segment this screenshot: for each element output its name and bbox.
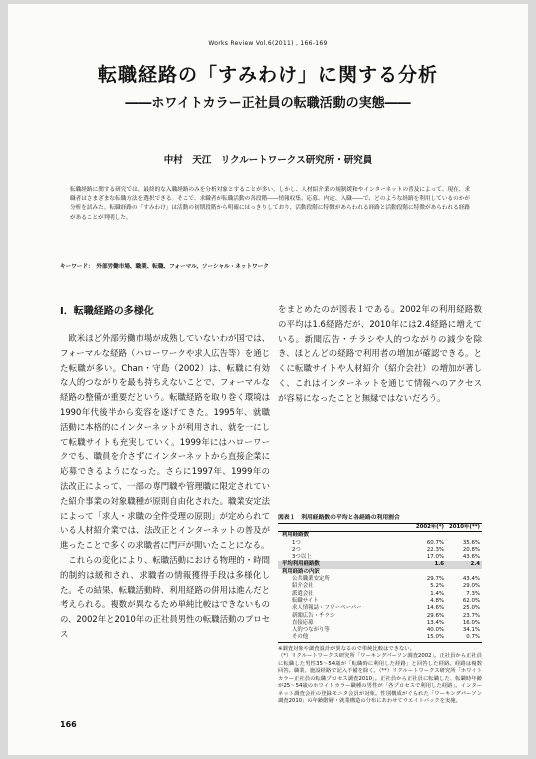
value-2002: 5.2%: [430, 583, 444, 590]
table-note: ※調査対象や調査設計が異なるので単純比較はできない。: [278, 645, 415, 652]
table-note: （*）リクルートワークス研究所「ワーキングパーソン調査2002」。正社員から正社員に転職した男性35〜54歳が「転職時に利用した経路」と回答した経路。経路は複数回答。職業、施設経路で記入不備を除く。（**）リクルートワークス研究所「ホワイトカラー正社員の転職プロセス調査2010」。正社員から正社員に転職した、転職時年齢が25〜54歳のホワイトカラー職種の男性が「各プロセスで利用した経路」。インターネット調査会社の登録モニタ会員が対象。性別構成がぐられた「ワーキングパーソン調査2010」の年齢階層・就業構造の分布にあわせてウエイトバックを実施。: [278, 653, 482, 705]
row-label: その他: [278, 634, 410, 642]
section-body-continued: [278, 302, 482, 406]
value-2002: 1.6: [410, 561, 446, 568]
table-row: [278, 591, 482, 598]
value-2002: [410, 569, 446, 576]
left-column: [60, 302, 270, 642]
value-2010: 62.0%: [462, 597, 480, 604]
paragraph: 欧米ほど外部労働市場が成熟していないわが国では、フォーマルな経路（ハローワークや求人広告等）を通じた転職が多い。Chan・守島（2002）は、転職に有効な人的つながりを最も持ちえないことで、フォーマルな経路の整備が重要だという。転職経路を取り巻く環境は1990年代後半から変容を遂げてきた。1995年、就職活動に本格的にインターネットが利用され、就を一にして転職サイトも充実していく。1999年にはハローワークでも、職員を介さずにインターネットから直接企業に応募できるようになった。さらに1997年、1999年の法改正によって、一部の専門職や管理職に限定されていた紹介事業の対象職種が原則自由化された。職業安定法によって「求人・求職の全件受理の原則」が定められている人材紹介業では、法改正とインターネットの普及が進ったことで多くの求職者に門戸が開いたことになる。: [60, 333, 270, 551]
value-2010: 35.6%: [462, 539, 480, 546]
journal-header: Works Review Vol.6(2011) , 166-169: [208, 40, 328, 47]
section-body: [60, 331, 270, 642]
value-2002: 29.6%: [426, 612, 444, 619]
row-label: 派遣会社: [292, 590, 314, 597]
row-label: 平均利用経路数: [278, 561, 410, 568]
value-2002: 17.0%: [426, 554, 444, 561]
keywords: キーワード： 外部労働市場、職業、転職、フォーマル、ソーシャル・ネットワーク: [60, 264, 269, 270]
value-2002: [410, 532, 446, 540]
table-row: [278, 605, 482, 612]
value-2002: 40.0%: [426, 627, 444, 634]
value-2010: 43.4%: [462, 576, 480, 583]
paragraph: これらの変化により、転職活動における物理的・時間的制約は緩和され、求職者の情報獲得手段は多様化した。その結果、転職活動時、利用経路の併用は進んだと考えられる。複数が異なるため単純比較はできないものの、2002年と2010年の正社員男性の転職活動のプロセス: [60, 554, 270, 639]
paper-title: 転職経路の「すみわけ」に関する分析: [97, 64, 438, 86]
row-label: 2つ: [292, 546, 301, 553]
page-number: 166: [60, 720, 77, 729]
value-2010: 0.7%: [446, 634, 482, 642]
author-line: 中村 天江 リクルートワークス研究所・研究員: [163, 155, 373, 166]
row-label: 転職サイト: [292, 597, 319, 604]
data-table: [278, 523, 482, 643]
value-2010: 16.0%: [462, 619, 480, 626]
figure-table-1: [278, 512, 482, 706]
row-label: 利用経路数: [282, 532, 309, 539]
value-2002: 15.0%: [410, 634, 446, 642]
paragraph: をまとめたのが図表１である。2002年の利用経路数の平均は1.6経路だが、2010年には2.4経路に増えている。新聞広告・チラシや人的つながりの減少を除き、ほとんどの経路で利用者の増加が確認できる。とくに転職サイトや人材紹介（紹介会社）の増加が著しく、これはインターネットを通じて情報へのアクセスが容易になったことと無縁ではないだろう。: [278, 304, 482, 403]
value-2010: 43.6%: [462, 554, 480, 561]
value-2002: 22.3%: [426, 546, 444, 553]
table-row: [278, 627, 482, 634]
table-row: [278, 634, 482, 642]
row-label: 利用経路の内訳: [282, 568, 320, 575]
value-2010: [446, 532, 482, 540]
table-row: [278, 569, 482, 576]
value-2002: 14.6%: [426, 605, 444, 612]
value-2010: 29.0%: [462, 583, 480, 590]
table-header-row: [278, 524, 482, 532]
table-row: [278, 583, 482, 590]
value-2010: 23.7%: [462, 612, 480, 619]
value-2002: 60.7%: [426, 539, 444, 546]
value-2002: 1.4%: [430, 590, 444, 597]
value-2002: 29.7%: [426, 576, 444, 583]
value-2010: 2.4: [446, 561, 482, 568]
row-label: 1つ: [292, 539, 301, 546]
row-label: 新聞広告・チラシ: [292, 612, 336, 619]
table-row: [278, 561, 482, 568]
row-label: 紹介会社: [292, 583, 314, 590]
value-2002: 13.4%: [426, 619, 444, 626]
value-2010: 25.0%: [462, 605, 480, 612]
column-header: 2010年(**): [446, 524, 482, 532]
row-label: 公共職業安定所: [292, 576, 330, 583]
table-row: [278, 613, 482, 620]
table-notes: [278, 646, 482, 706]
row-label: 人的つながり等: [292, 627, 330, 634]
value-2010: [446, 569, 482, 576]
row-label: 直接応募: [292, 619, 314, 626]
table-body: [278, 532, 482, 642]
right-column: [278, 302, 482, 406]
row-label: 3つ以上: [292, 554, 312, 561]
table-row: [278, 540, 482, 547]
table-row: [278, 532, 482, 540]
value-2010: 20.8%: [462, 546, 480, 553]
value-2002: 4.8%: [430, 597, 444, 604]
row-label: 求人情報誌・フリーペーパー: [292, 605, 362, 612]
section-title: I．転職経路の多様化: [60, 306, 154, 317]
paper-subtitle: ――ホワイトカラー正社員の転職活動の実態――: [125, 96, 411, 111]
value-2010: 7.3%: [466, 590, 480, 597]
column-header: 2002年(*): [410, 524, 446, 532]
abstract: 転職経路に関する研究では、最終的な入職経路のみを分析対象とすることが多い。しかし、人材紹介業の規制緩和やインターネットの普及によって、現在、求職者はさまざまな転職方法を選択できる。そこで、求職者が転職活動の各段階――情報収集、応募、内定、入職――で、どのような経路を利用しているのかが分析を試みた。転職経路の「すみわけ」は活動の初期段階から明確にはっきりしており、活動段階に特徴があらわれる経路と活動段階に特徴があらわれる経路があることが判明した。: [70, 187, 470, 221]
column-header: [278, 524, 410, 532]
value-2010: 34.1%: [462, 627, 480, 634]
table-caption: 図表１ 利用経路数の平均と各経路の利用割合: [278, 515, 400, 521]
